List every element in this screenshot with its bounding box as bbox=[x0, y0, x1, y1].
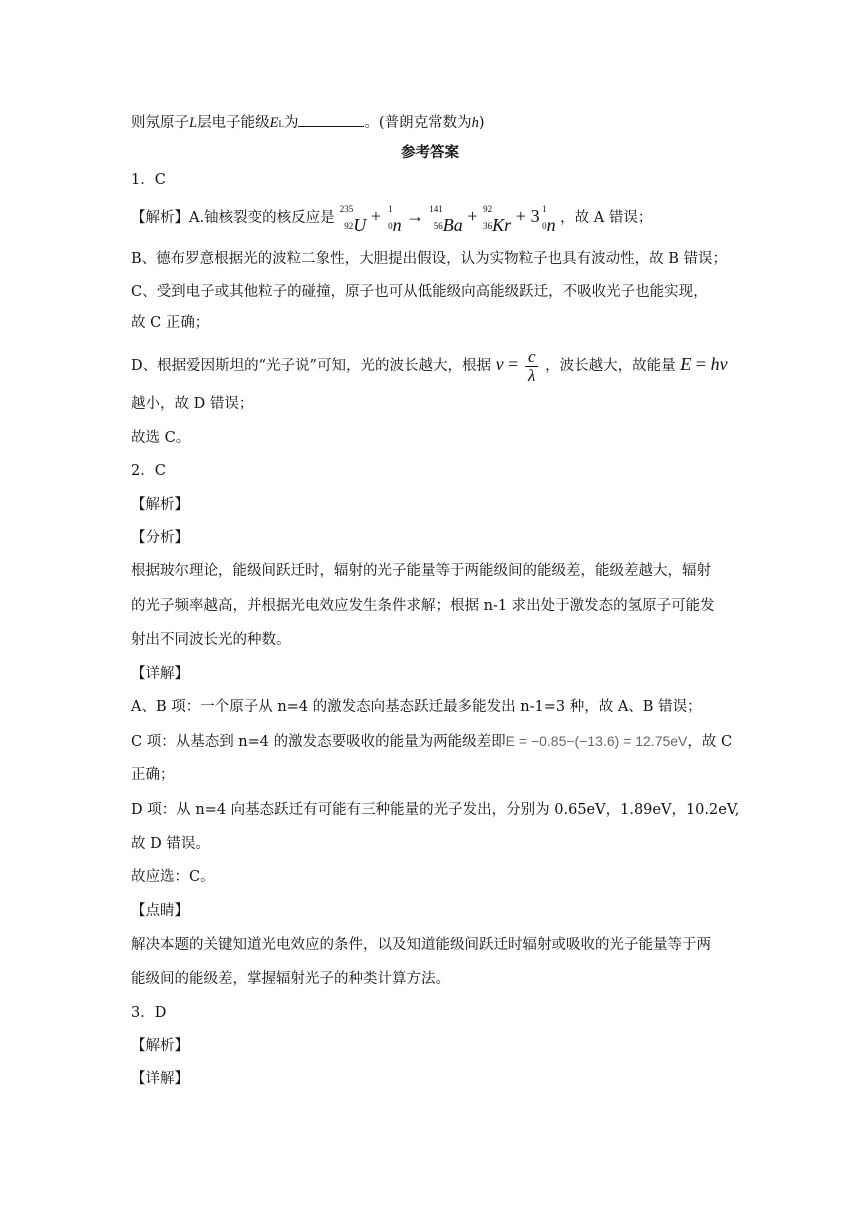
q2-comment-line-1: 解决本题的关键知道光电效应的条件，以及知道能级间跃迁时辐射或吸收的光子能量等于两 bbox=[131, 937, 711, 953]
answer-title: 参考答案 bbox=[401, 144, 459, 161]
q2-detail-d1: D 项：从 n=4 向基态跃迁有可能有三种能量的光子发出，分别为 0.65eV，1.89eV，10.2eV, bbox=[131, 802, 740, 818]
q1-analysis-b: B、德布罗意根据光的波粒二象性，大胆提出假设，认为实物粒子也具有波动性，故 B 错误； bbox=[131, 251, 728, 267]
q2-xiangjie-heading: 【详解】 bbox=[131, 666, 189, 682]
q2-detail-c2: 正确； bbox=[131, 767, 175, 783]
nuclide-ba141: 141 56 Ba bbox=[429, 204, 463, 235]
energy-difference-equation: E = −0.85−(−13.6) = 12.75eV bbox=[505, 733, 688, 749]
q1-analysis-d: D、根据爱因斯坦的“光子说”可知，光的波长越大，根据 v = $\frac{c}{\lambda}$ ，波长越大，故能量 E = hν bbox=[131, 346, 728, 385]
q3-number: 3．D bbox=[131, 1005, 167, 1021]
q2-analysis-line-3: 射出不同波长光的种数。 bbox=[131, 632, 291, 648]
nuclide-neutron: 1 0 n bbox=[388, 204, 402, 235]
q2-fenxi-heading: 【分析】 bbox=[131, 530, 189, 546]
answer-blank bbox=[298, 112, 364, 127]
q2-detail-d2: 故 D 错误。 bbox=[131, 836, 210, 852]
q3-xiangjie-heading: 【详解】 bbox=[131, 1071, 189, 1087]
q1-analysis-c2: 故 C 正确； bbox=[131, 315, 210, 331]
nuclide-u235: 235 92 U bbox=[339, 204, 367, 235]
q1-analysis-a: 【解析】A.铀核裂变的核反应是 235 92 U + 1 0 n → 141 56 Ba + 92 36 Kr + 3 1 0 n ，故 A 错误； bbox=[131, 204, 653, 235]
q2-comment-line-2: 能级间的能级差，掌握辐射光子的种类计算方法。 bbox=[131, 971, 450, 987]
nuclide-kr92: 92 36 Kr bbox=[483, 204, 512, 235]
q2-detail-c: C 项：从基态到 n=4 的激发态要吸收的能量为两能级差即E = −0.85−(−13.6) = 12.75eV，故 C bbox=[131, 733, 733, 750]
q1-analysis-c1: C、受到电子或其他粒子的碰撞，原子也可从低能级向高能级跃迁，不吸收光子也能实现， bbox=[131, 284, 708, 300]
q2-analysis-line-2: 的光子频率越高，并根据光电效应发生条件求解；根据 n-1 求出处于激发态的氢原子可能发 bbox=[131, 598, 715, 614]
q2-detail-ab: A、B 项：一个原子从 n=4 的激发态向基态跃迁最多能发出 n-1=3 种，故 A、B 错误； bbox=[131, 699, 702, 715]
q1-analysis-d2: 越小，故 D 错误； bbox=[131, 396, 254, 412]
c-over-lambda-fraction: $\frac{c}{\lambda}$ bbox=[525, 348, 539, 385]
q2-choose: 故应选：C。 bbox=[131, 869, 215, 885]
nuclide-neutron-2: 1 0 n bbox=[542, 204, 556, 235]
q1-choose: 故选 C。 bbox=[131, 430, 191, 446]
q2-analysis-line-1: 根据玻尔理论，能级间跃迁时，辐射的光子能量等于两能级间的能级差，能级差越大，辐射 bbox=[131, 563, 711, 579]
q3-jiexi-heading: 【解析】 bbox=[131, 1038, 189, 1054]
q2-jiexi-heading: 【解析】 bbox=[131, 497, 189, 513]
q2-number: 2．C bbox=[131, 463, 166, 479]
intro-line: 则氖原子L层电子能级EL为 。(普朗克常数为h) bbox=[131, 112, 485, 134]
q1-number: 1．C bbox=[131, 172, 166, 188]
q2-dianjing-heading: 【点睛】 bbox=[131, 903, 189, 919]
